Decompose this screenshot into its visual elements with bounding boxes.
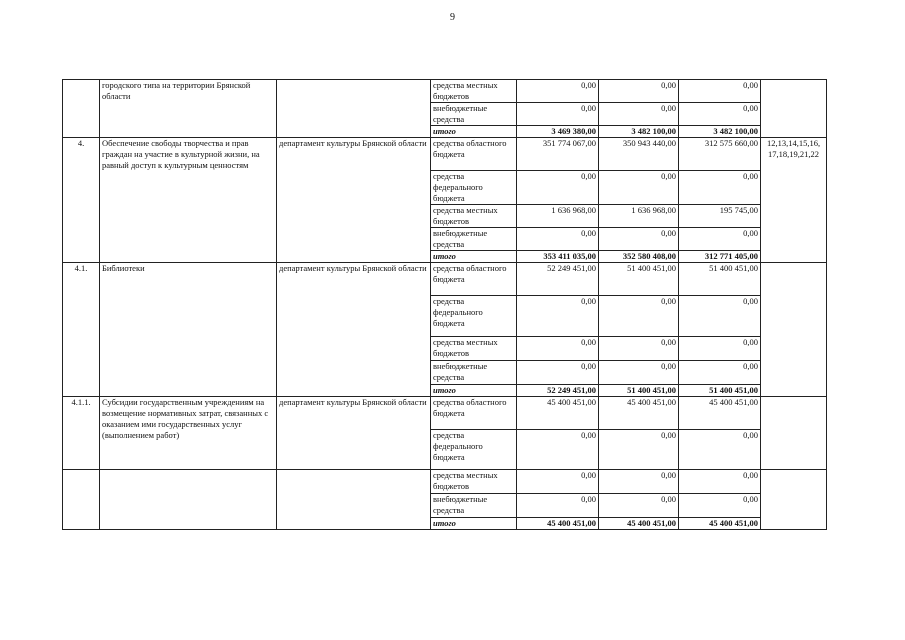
indicators-cell: [761, 470, 827, 530]
value-cell: 0,00: [599, 470, 679, 494]
value-cell: 45 400 451,00: [517, 397, 599, 430]
executor-cell: [277, 470, 431, 530]
item-name-cell: городского типа на территории Брянской области: [100, 80, 277, 138]
value-cell: 0,00: [599, 494, 679, 518]
executor-cell: департамент культуры Брянской области: [277, 397, 431, 470]
value-cell: 0,00: [599, 337, 679, 361]
value-cell: 0,00: [517, 228, 599, 251]
value-cell: 0,00: [679, 296, 761, 337]
item-name-cell: [100, 470, 277, 530]
item-name-cell: Библиотеки: [100, 263, 277, 397]
indicators-cell: [761, 397, 827, 470]
value-cell: 51 400 451,00: [679, 263, 761, 296]
page-number: 9: [450, 12, 455, 23]
value-cell: 0,00: [517, 470, 599, 494]
value-cell: 1 636 968,00: [517, 205, 599, 228]
item-number-cell: 4.1.1.: [63, 397, 100, 470]
value-cell: 0,00: [517, 296, 599, 337]
value-cell: 353 411 035,00: [517, 251, 599, 263]
source-label: средства областного бюджета: [431, 263, 517, 296]
value-cell: 0,00: [599, 361, 679, 385]
value-cell: 312 771 405,00: [679, 251, 761, 263]
value-cell: 0,00: [679, 470, 761, 494]
value-cell: 3 482 100,00: [679, 126, 761, 138]
executor-cell: [277, 80, 431, 138]
value-cell: 0,00: [599, 296, 679, 337]
value-cell: 51 400 451,00: [599, 263, 679, 296]
item-name-cell: Субсидии государственным учреждениям на возмещение нормативных затрат, связанных с оказанием ими государственных услуг (выполнением работ): [100, 397, 277, 470]
indicators-cell: [761, 263, 827, 397]
source-label: внебюджетные средства: [431, 228, 517, 251]
budget-table: [62, 79, 827, 530]
table-row: [63, 470, 827, 494]
value-cell: 0,00: [679, 80, 761, 103]
value-cell: 0,00: [679, 494, 761, 518]
value-cell: 51 400 451,00: [599, 385, 679, 397]
source-label: итого: [431, 251, 517, 263]
indicators-cell: [761, 80, 827, 138]
value-cell: 351 774 067,00: [517, 138, 599, 171]
value-cell: 3 482 100,00: [599, 126, 679, 138]
source-label: средства местных бюджетов: [431, 80, 517, 103]
source-label: средства местных бюджетов: [431, 205, 517, 228]
table-row: [63, 263, 827, 296]
source-label: средства федерального бюджета: [431, 296, 517, 337]
value-cell: 352 580 408,00: [599, 251, 679, 263]
value-cell: 0,00: [599, 171, 679, 205]
table-row: [63, 80, 827, 103]
item-number-cell: [63, 80, 100, 138]
value-cell: 195 745,00: [679, 205, 761, 228]
source-label: средства местных бюджетов: [431, 337, 517, 361]
item-number-cell: 4.1.: [63, 263, 100, 397]
source-label: средства областного бюджета: [431, 138, 517, 171]
source-label: внебюджетные средства: [431, 103, 517, 126]
item-number-cell: 4.: [63, 138, 100, 263]
item-number-cell: [63, 470, 100, 530]
value-cell: 45 400 451,00: [679, 397, 761, 430]
value-cell: 0,00: [517, 171, 599, 205]
value-cell: 3 469 380,00: [517, 126, 599, 138]
source-label: средства федерального бюджета: [431, 171, 517, 205]
value-cell: 45 400 451,00: [599, 518, 679, 530]
value-cell: 312 575 660,00: [679, 138, 761, 171]
value-cell: 0,00: [517, 103, 599, 126]
table-row: [63, 397, 827, 430]
value-cell: 0,00: [679, 103, 761, 126]
value-cell: 51 400 451,00: [679, 385, 761, 397]
source-label: внебюджетные средства: [431, 494, 517, 518]
source-label: средства областного бюджета: [431, 397, 517, 430]
value-cell: 0,00: [517, 361, 599, 385]
value-cell: 45 400 451,00: [517, 518, 599, 530]
executor-cell: департамент культуры Брянской области: [277, 263, 431, 397]
value-cell: 52 249 451,00: [517, 263, 599, 296]
value-cell: 0,00: [599, 103, 679, 126]
source-label: средства федерального бюджета: [431, 430, 517, 470]
value-cell: 350 943 440,00: [599, 138, 679, 171]
value-cell: 0,00: [517, 337, 599, 361]
value-cell: 0,00: [599, 228, 679, 251]
value-cell: 52 249 451,00: [517, 385, 599, 397]
value-cell: 0,00: [679, 171, 761, 205]
indicators-cell: 12,13,14,15,16, 17,18,19,21,22: [761, 138, 827, 263]
value-cell: 0,00: [599, 80, 679, 103]
source-label: итого: [431, 126, 517, 138]
value-cell: 45 400 451,00: [599, 397, 679, 430]
value-cell: 0,00: [517, 494, 599, 518]
value-cell: 0,00: [679, 430, 761, 470]
source-label: итого: [431, 385, 517, 397]
value-cell: 45 400 451,00: [679, 518, 761, 530]
table-row: [63, 138, 827, 171]
value-cell: 0,00: [517, 80, 599, 103]
value-cell: 0,00: [679, 337, 761, 361]
value-cell: 0,00: [679, 228, 761, 251]
source-label: итого: [431, 518, 517, 530]
value-cell: 0,00: [517, 430, 599, 470]
executor-cell: департамент культуры Брянской области: [277, 138, 431, 263]
value-cell: 0,00: [679, 361, 761, 385]
value-cell: 1 636 968,00: [599, 205, 679, 228]
value-cell: 0,00: [599, 430, 679, 470]
source-label: внебюджетные средства: [431, 361, 517, 385]
source-label: средства местных бюджетов: [431, 470, 517, 494]
item-name-cell: Обеспечение свободы творчества и прав граждан на участие в культурной жизни, на равный доступ к культурным ценностям: [100, 138, 277, 263]
